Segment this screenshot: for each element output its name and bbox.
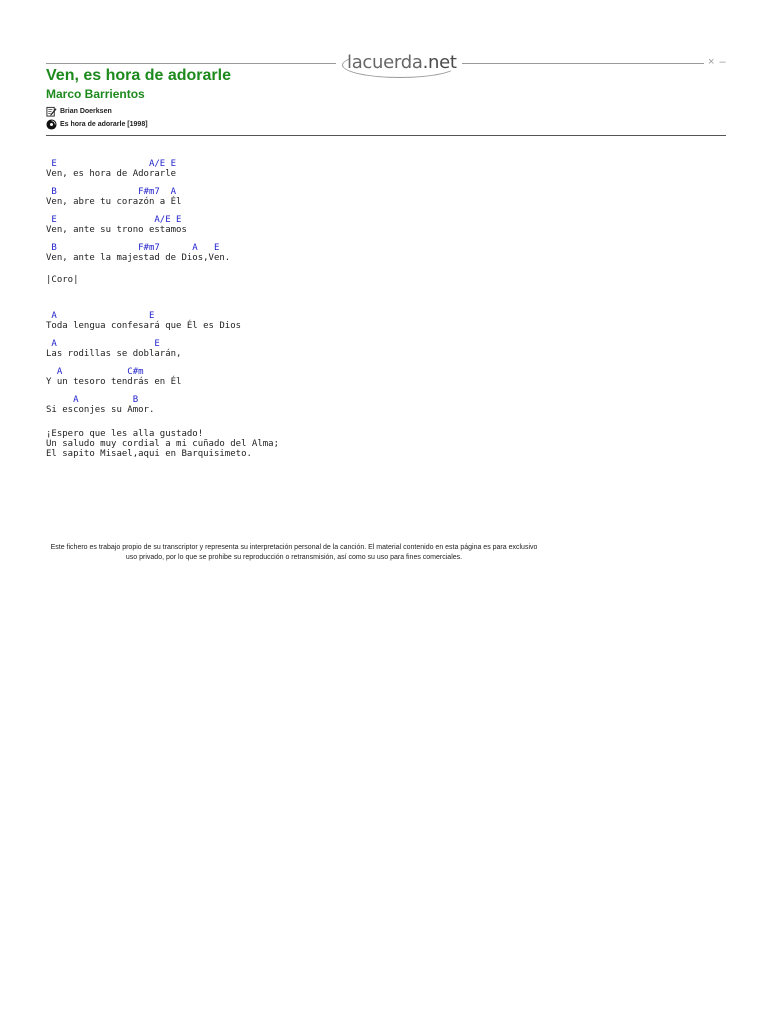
chord-line: A E xyxy=(46,311,155,321)
lyric-line: El sapito Misael,aqui en Barquisimeto. xyxy=(46,449,252,459)
window-controls[interactable]: × – xyxy=(708,56,727,68)
copyright-disclaimer: Este fichero es trabajo propio de su transcriptor y representa su interpretación personal de la canción. El material contenido en esta página es para exclusivo uso privado, por lo que se prohibe su reproducción o retransmisión, así como su uso para fines comerciales. xyxy=(50,544,538,561)
pencil-note-icon xyxy=(46,106,57,117)
line-gap xyxy=(46,207,279,215)
album-row xyxy=(46,119,148,130)
lyric-line: Ven, es hora de Adorarle xyxy=(46,169,177,179)
lyric-line: ¡Espero que les alla gustado! xyxy=(46,429,204,439)
chord-line: A B xyxy=(46,395,139,405)
site-logo[interactable] xyxy=(340,50,458,80)
lyric-line: Ven, ante su trono estamos xyxy=(46,225,187,235)
lyric-line: Si esconjes su Amor. xyxy=(46,405,155,415)
lyric-line: Y un tesoro tendrás en Él xyxy=(46,377,182,387)
header-rule xyxy=(46,135,726,136)
chord-line: A E xyxy=(46,339,160,349)
album-name: Es hora de adorarle [1998] xyxy=(60,121,148,128)
line-gap xyxy=(46,415,279,429)
logo-main: lacuerda xyxy=(347,52,423,73)
chord-line: A C#m xyxy=(46,367,144,377)
line-gap xyxy=(46,285,279,311)
line-gap xyxy=(46,359,279,367)
composer-name: Brian Doerksen xyxy=(60,108,112,115)
line-gap xyxy=(46,331,279,339)
line-gap xyxy=(46,179,279,187)
chord-line: E A/E E xyxy=(46,215,182,225)
lyric-line: Las rodillas se doblarán, xyxy=(46,349,182,359)
logo-tld: .net xyxy=(422,52,457,73)
line-gap xyxy=(46,387,279,395)
song-sheet xyxy=(46,159,279,459)
lyric-line: Un saludo muy cordial a mi cuñado del Alma; xyxy=(46,439,279,449)
line-gap xyxy=(46,263,279,275)
lyric-line: Ven, ante la majestad de Dios,Ven. xyxy=(46,253,231,263)
composer-row xyxy=(46,106,112,117)
disc-icon xyxy=(46,119,57,130)
line-gap xyxy=(46,235,279,243)
lyric-line: Toda lengua confesará que Él es Dios xyxy=(46,321,242,331)
lyric-line: Ven, abre tu corazón a Él xyxy=(46,197,182,207)
header-divider-left xyxy=(46,63,336,64)
lyric-line: |Coro| xyxy=(46,275,79,285)
artist-name[interactable]: Marco Barrientos xyxy=(46,87,145,101)
chord-line: B F#m7 A xyxy=(46,187,177,197)
chord-line: B F#m7 A E xyxy=(46,243,220,253)
chord-line: E A/E E xyxy=(46,159,177,169)
header-divider-right xyxy=(462,63,704,64)
logo-text xyxy=(347,52,457,73)
song-title: Ven, es hora de adorarle xyxy=(46,67,231,84)
